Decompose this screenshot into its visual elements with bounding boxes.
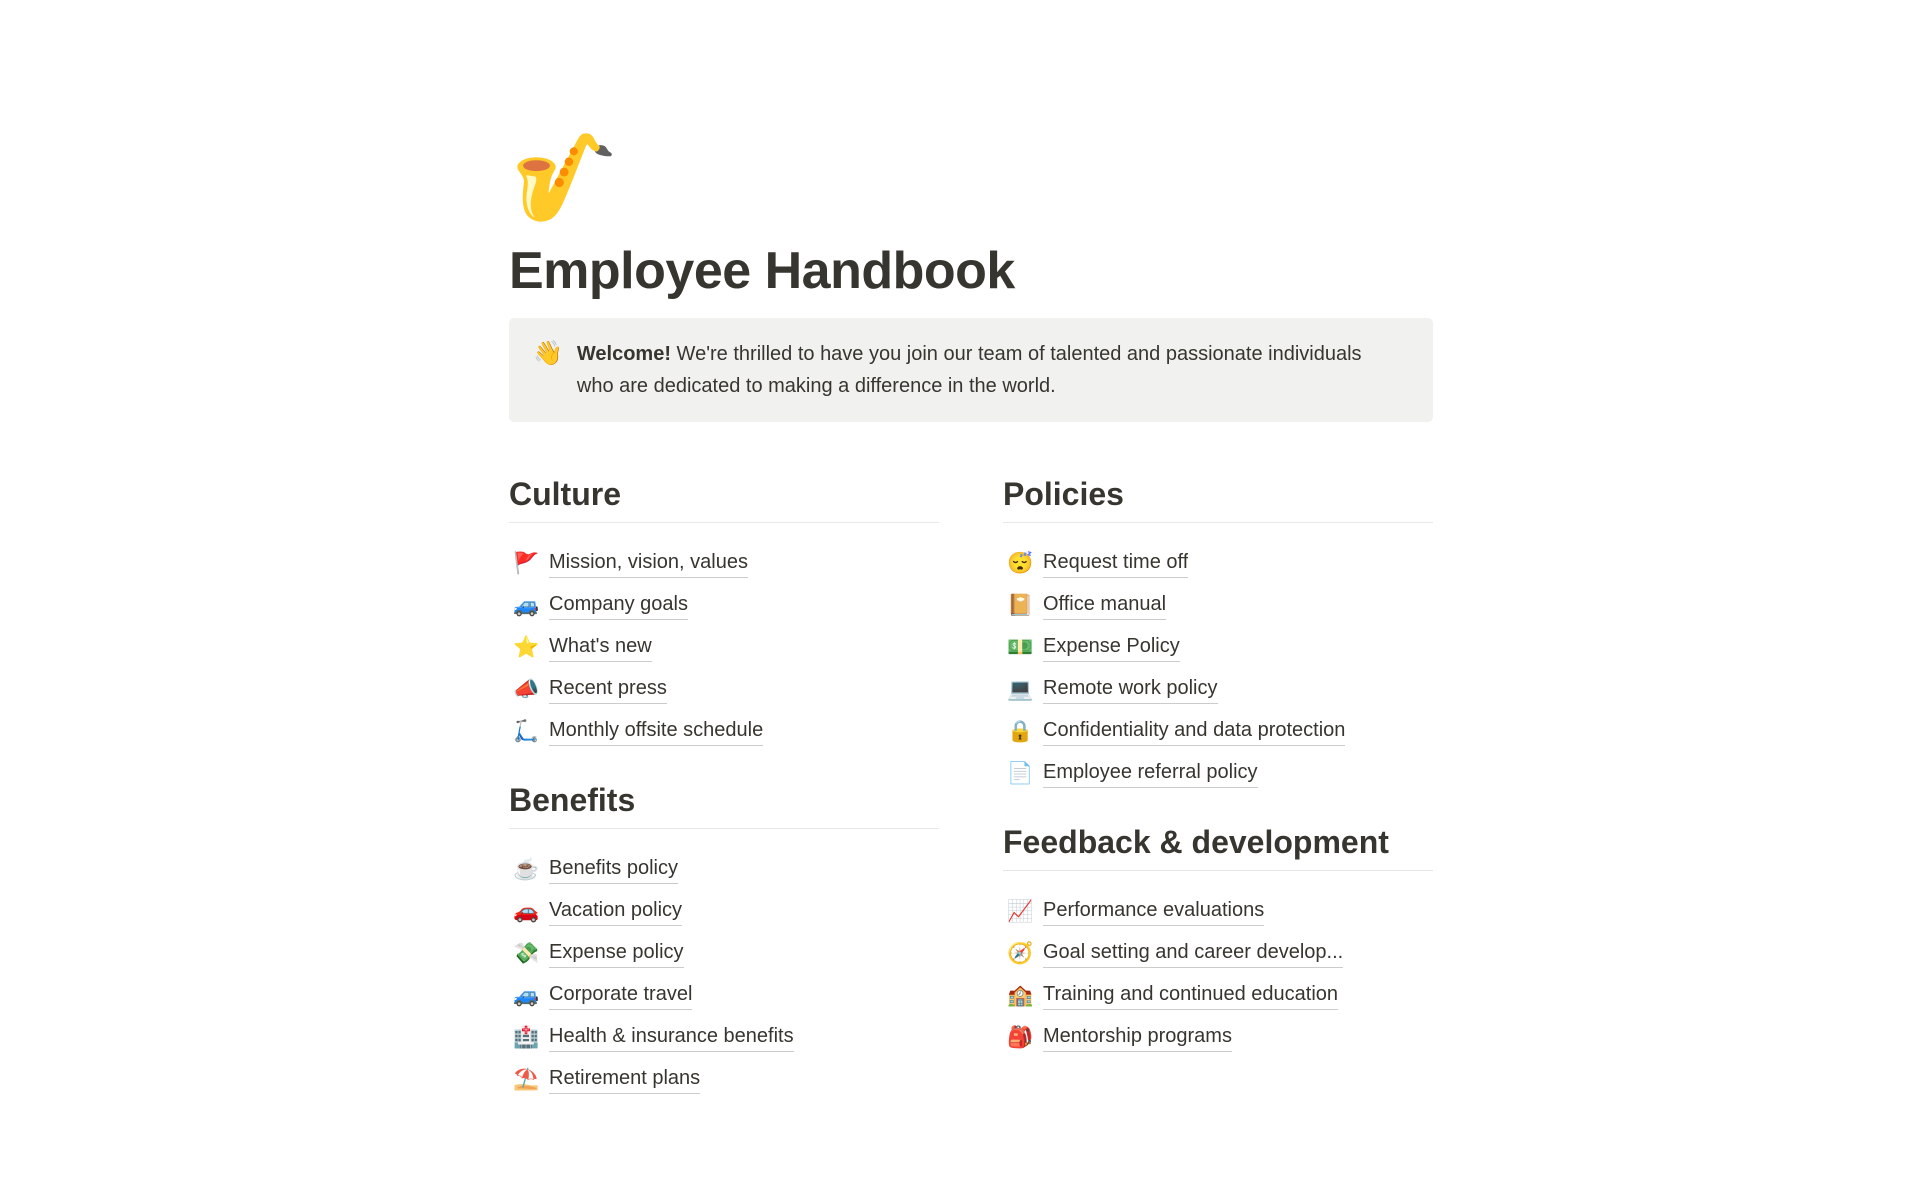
kick-scooter-icon: 🛴 [513, 719, 540, 743]
welcome-callout [509, 318, 1433, 422]
sleeping-face-icon: 😴 [1007, 551, 1034, 575]
page-link-performance-evaluations[interactable] [1003, 890, 1433, 932]
page-link-monthly-offsite-schedule[interactable] [509, 710, 939, 752]
column-list [509, 474, 1433, 1100]
page-link-label: Goal setting and career develop... [1043, 939, 1343, 968]
page-link-label: Vacation policy [549, 897, 682, 926]
divider [1003, 870, 1433, 871]
section-heading-benefits: Benefits [509, 782, 636, 818]
page-link-company-goals[interactable] [509, 584, 939, 626]
section-benefits [509, 780, 939, 1100]
page-link-training-continued-education[interactable] [1003, 974, 1433, 1016]
section-heading-feedback-development: Feedback & development [1003, 824, 1389, 860]
page-link-label: Monthly offsite schedule [549, 717, 763, 746]
page-link-label: What's new [549, 633, 652, 662]
page-link-label: Recent press [549, 675, 667, 704]
page-link-expense-policy[interactable] [1003, 626, 1433, 668]
page-link-corporate-travel[interactable] [509, 974, 939, 1016]
chart-increasing-icon: 📈 [1007, 899, 1034, 923]
section-feedback-development [1003, 822, 1433, 1058]
page-link-label: Performance evaluations [1043, 897, 1264, 926]
page-link-remote-work-policy[interactable] [1003, 668, 1433, 710]
page-link-label: Expense Policy [1043, 633, 1180, 662]
lock-icon: 🔒 [1007, 719, 1034, 743]
laptop-icon: 💻 [1007, 677, 1034, 701]
page-link-label: Retirement plans [549, 1065, 700, 1094]
notebook-icon: 📔 [1007, 593, 1034, 617]
page-link-mentorship-programs[interactable] [1003, 1016, 1433, 1058]
welcome-callout-body: We're thrilled to have you join our team of talented and passionate individuals who are dedicated to making a difference in the world. [576, 343, 1362, 397]
blue-car-icon: 🚙 [513, 593, 540, 617]
page-link-recent-press[interactable] [509, 668, 939, 710]
megaphone-icon: 📣 [513, 677, 540, 701]
feedback-links [1003, 890, 1433, 1058]
page-link-office-manual[interactable] [1003, 584, 1433, 626]
page-link-employee-referral-policy[interactable] [1003, 752, 1433, 794]
section-heading-policies: Policies [1003, 476, 1124, 512]
page-link-benefits-policy[interactable] [509, 848, 939, 890]
page-link-goal-setting-career-development[interactable] [1003, 932, 1433, 974]
page-link-request-time-off[interactable] [1003, 542, 1433, 584]
welcome-callout-lead: Welcome! [576, 343, 671, 365]
page-link-label: Company goals [549, 591, 688, 620]
triangular-flag-icon: 🚩 [513, 551, 540, 575]
page-link-vacation-policy[interactable] [509, 890, 939, 932]
page-link-retirement-plans[interactable] [509, 1058, 939, 1100]
welcome-callout-text [577, 338, 1367, 402]
page-icon-saxophone[interactable]: 🎷 [511, 130, 619, 226]
notion-page [509, 128, 1433, 1100]
page-link-expense-policy-benefits[interactable] [509, 932, 939, 974]
right-column [1003, 474, 1433, 1100]
divider [509, 828, 939, 829]
policies-links [1003, 542, 1433, 794]
left-column [509, 474, 939, 1100]
page-link-label: Employee referral policy [1043, 759, 1258, 788]
section-culture [509, 474, 939, 752]
page-link-label: Mission, vision, values [549, 549, 748, 578]
red-car-icon: 🚗 [513, 899, 540, 923]
waving-hand-icon: 👋 [533, 340, 563, 367]
section-heading-culture: Culture [509, 476, 621, 512]
beach-umbrella-icon: ⛱️ [513, 1067, 540, 1091]
coffee-icon: ☕ [513, 857, 540, 881]
page-link-health-insurance-benefits[interactable] [509, 1016, 939, 1058]
compass-icon: 🧭 [1007, 941, 1034, 965]
page-link-confidentiality-data-protection[interactable] [1003, 710, 1433, 752]
hospital-icon: 🏥 [513, 1025, 540, 1049]
page-link-label: Training and continued education [1043, 981, 1338, 1010]
page-link-whats-new[interactable] [509, 626, 939, 668]
blue-car-icon: 🚙 [513, 983, 540, 1007]
divider [509, 522, 939, 523]
section-policies [1003, 474, 1433, 794]
page-link-label: Mentorship programs [1043, 1023, 1232, 1052]
page-link-label: Confidentiality and data protection [1043, 717, 1345, 746]
benefits-links [509, 848, 939, 1100]
culture-links [509, 542, 939, 752]
page-link-label: Corporate travel [549, 981, 692, 1010]
backpack-icon: 🎒 [1007, 1025, 1034, 1049]
page-link-label: Benefits policy [549, 855, 678, 884]
divider [1003, 522, 1433, 523]
page-link-label: Remote work policy [1043, 675, 1218, 704]
page-link-label: Expense policy [549, 939, 684, 968]
page-link-label: Office manual [1043, 591, 1166, 620]
page-title: Employee Handbook [509, 242, 1015, 300]
page-link-label: Request time off [1043, 549, 1188, 578]
page-facing-up-icon: 📄 [1007, 761, 1034, 785]
page-link-mission-vision-values[interactable] [509, 542, 939, 584]
school-icon: 🏫 [1007, 983, 1034, 1007]
page-link-label: Health & insurance benefits [549, 1023, 794, 1052]
money-with-wings-icon: 💸 [513, 941, 540, 965]
star-icon: ⭐ [513, 635, 540, 659]
dollar-banknote-icon: 💵 [1007, 635, 1034, 659]
